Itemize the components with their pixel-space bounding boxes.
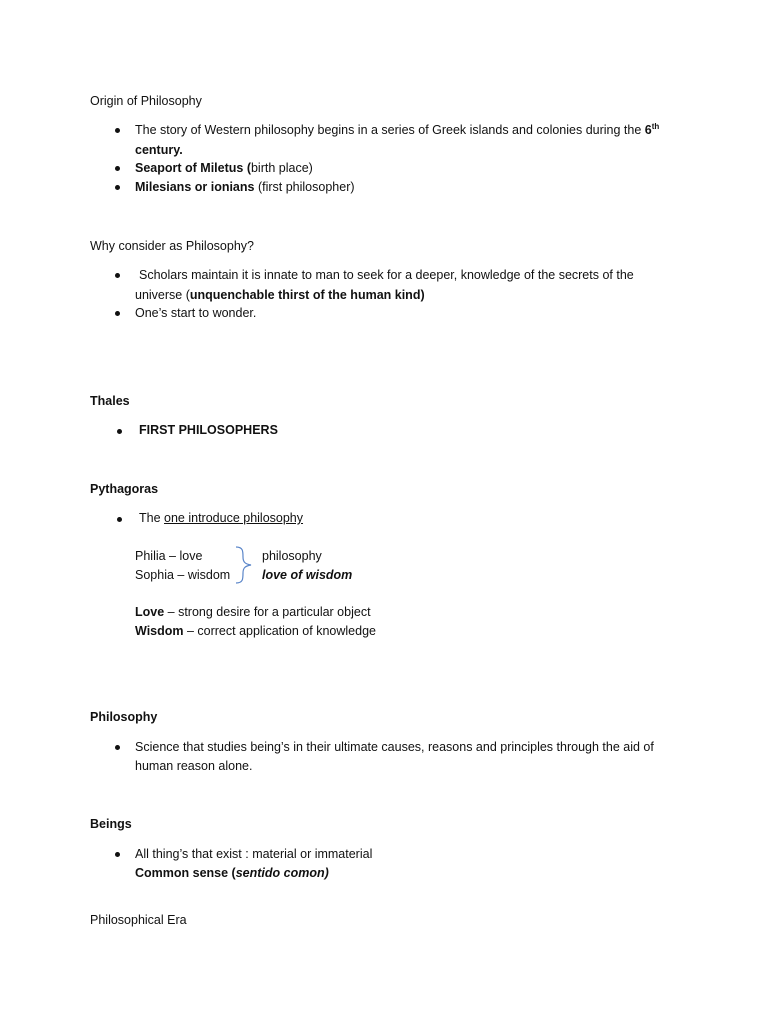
philosophy-bullet-line-2: human reason alone. [135,759,253,773]
philosophy-heading: Philosophy [90,710,158,724]
wisdom-definition: Wisdom – correct application of knowledge [135,624,376,638]
origin-bullet-3: Milesians or ionians (first philosopher) [135,180,355,194]
bullet [115,852,120,857]
bullet [115,128,120,133]
love-of-wisdom-result: love of wisdom [262,568,353,582]
origin-bullet-1-line-2: century. [135,143,183,157]
bullet [117,517,122,522]
thales-heading: Thales [90,394,130,408]
curly-brace-icon [233,545,255,585]
pythagoras-bullet-1: The one introduce philosophy [139,511,304,525]
why-bullet-2: One’s start to wonder. [135,306,257,320]
bullet [115,273,120,278]
bullet [115,745,120,750]
bullet [115,185,120,190]
why-bullet-1-line-1: Scholars maintain it is innate to man to seek for a deeper, knowledge of the secrets of the [139,268,634,282]
philosophy-bullet-line-1: Science that studies being’s in their ultimate causes, reasons and principles through the aid of [135,740,654,754]
philia-line: Philia – love [135,549,203,563]
origin-heading: Origin of Philosophy [90,94,202,108]
thales-bullet-1: FIRST PHILOSOPHERS [139,423,278,437]
sophia-line: Sophia – wisdom [135,568,231,582]
philosophical-era-heading: Philosophical Era [90,913,187,927]
origin-bullet-2: Seaport of Miletus (birth place) [135,161,313,175]
why-heading: Why consider as Philosophy? [90,239,254,253]
bullet [117,429,122,434]
common-sense-line: Common sense (sentido comon) [135,866,329,880]
pythagoras-heading: Pythagoras [90,482,159,496]
philosophy-result: philosophy [262,549,322,563]
bullet [115,166,120,171]
love-definition: Love – strong desire for a particular object [135,605,371,619]
beings-heading: Beings [90,817,132,831]
bullet [115,311,120,316]
why-bullet-1-line-2: universe (unquenchable thirst of the human kind) [135,288,425,302]
origin-bullet-1-line-1: The story of Western philosophy begins in a series of Greek islands and colonies during the 6th [135,122,660,137]
beings-bullet-1: All thing’s that exist : material or immaterial [135,847,373,861]
